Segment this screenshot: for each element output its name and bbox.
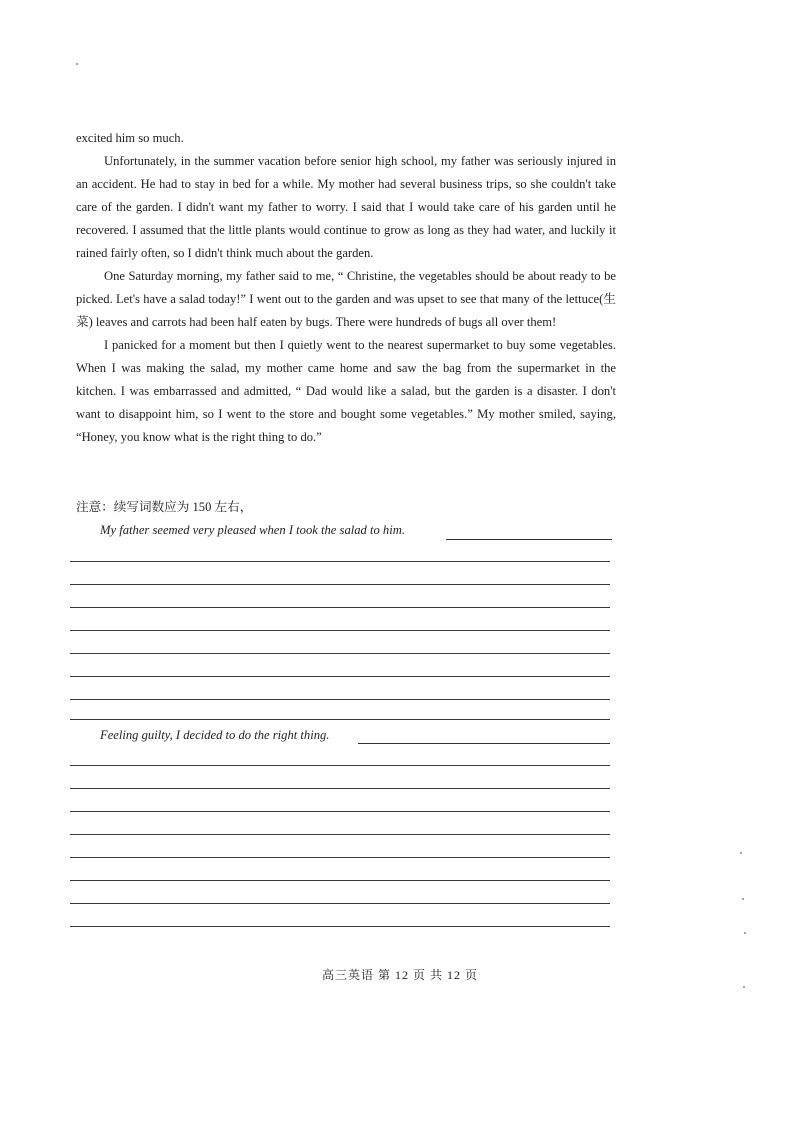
passage-paragraph-1: Unfortunately, in the summer vacation before senior high school, my father was seriously injured in an accident. He had to stay in bed for a while. My mother had several business trips, so she couldn't take care of the garden. I didn't want my father to worry. I said that I would take care of his garden until he recovered. I assumed that the little plants would continue to grow as long as they had water, and luckily it rained fairly often, so I didn't think much about the garden.	[76, 154, 616, 260]
page-footer: 高三英语 第 12 页 共 12 页	[321, 968, 478, 982]
answer-line[interactable]	[70, 857, 610, 858]
scan-speck	[740, 852, 742, 854]
answer-line[interactable]	[70, 607, 610, 608]
passage-paragraph-0: excited him so much.	[76, 131, 184, 145]
prompt-1-answer-line[interactable]	[446, 539, 612, 540]
scan-speck	[743, 986, 745, 988]
answer-line[interactable]	[70, 903, 610, 904]
reading-passage	[76, 127, 616, 449]
answer-line[interactable]	[70, 719, 610, 720]
scan-speck	[76, 63, 78, 65]
prompt-2-answer-line[interactable]	[358, 743, 610, 744]
answer-line[interactable]	[70, 926, 610, 927]
answer-line[interactable]	[70, 811, 610, 812]
answer-line[interactable]	[70, 834, 610, 835]
continuation-prompt-2: Feeling guilty, I decided to do the right thing.	[100, 728, 330, 742]
answer-line[interactable]	[70, 561, 610, 562]
answer-line[interactable]	[70, 630, 610, 631]
answer-line[interactable]	[70, 699, 610, 700]
answer-line[interactable]	[70, 676, 610, 677]
answer-line[interactable]	[70, 653, 610, 654]
scan-speck	[742, 898, 744, 900]
answer-line[interactable]	[70, 765, 610, 766]
passage-paragraph-3: I panicked for a moment but then I quietly went to the nearest supermarket to buy some vegetables. When I was making the salad, my mother came home and saw the bag from the supermarket in the kitchen. I was embarrassed and admitted, “ Dad would like a salad, but the garden is a disaster. I don't want to disappoint him, so I went to the store and bought some vegetables.” My mother smiled, saying, “Honey, you know what is the right thing to do.”	[76, 338, 616, 444]
answer-line[interactable]	[70, 788, 610, 789]
passage-paragraph-2: One Saturday morning, my father said to me, “ Christine, the vegetables should be about ready to be picked. Let's have a salad today!” I went out to the garden and was upset to see that many of the lettuce(生菜) leaves and carrots had been half eaten by bugs. There were hundreds of bugs all over them!	[76, 269, 616, 329]
answer-line[interactable]	[70, 880, 610, 881]
answer-line[interactable]	[70, 584, 610, 585]
word-count-note: 注意：续写词数应为 150 左右，	[76, 500, 253, 514]
continuation-prompt-1: My father seemed very pleased when I took the salad to him.	[100, 523, 405, 537]
scan-speck	[744, 932, 746, 934]
